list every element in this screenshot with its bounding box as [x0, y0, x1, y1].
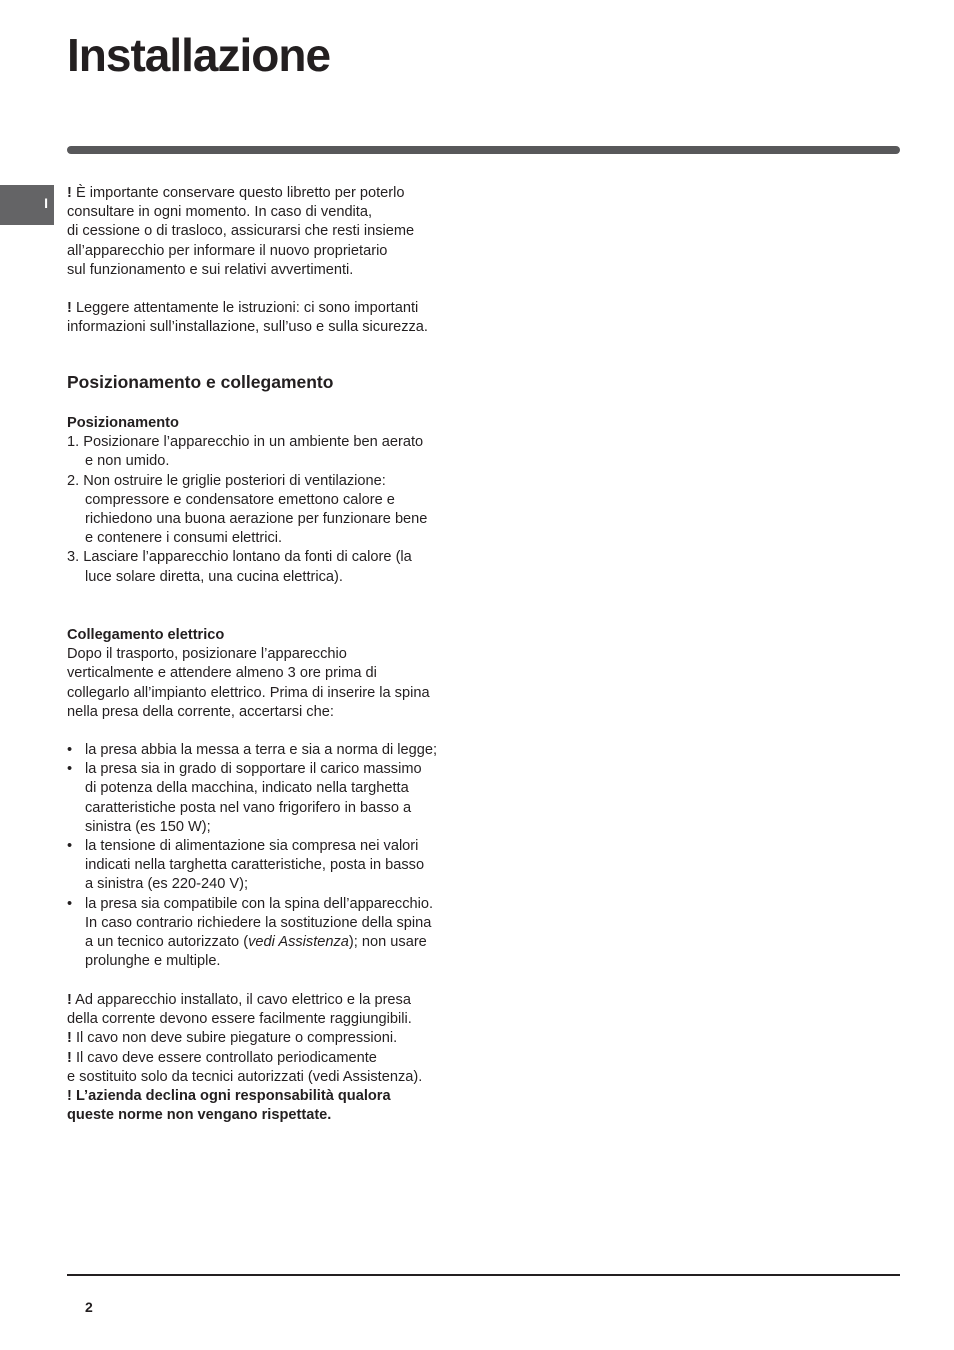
service-reference-link[interactable]: vedi Assistenza	[312, 1068, 414, 1085]
bullet-line: a sinistra (es 220-240 V);	[85, 876, 249, 893]
bullet-line: di potenza della macchina, indicato nella targhetta	[85, 780, 409, 797]
warning-text: Ad apparecchio installato, il cavo elettrico e la presa	[75, 992, 411, 1008]
notice-mark: !	[67, 185, 72, 201]
intro-notice-1	[67, 184, 467, 280]
bullet-mark: •	[67, 895, 73, 912]
warnings-block	[67, 991, 467, 1125]
notice-text: È importante conservare questo libretto per poterlo	[75, 185, 405, 201]
section-heading: Posizionamento e collegamento	[67, 372, 334, 392]
warning-mark: !	[67, 1088, 72, 1105]
section-heading-block	[67, 373, 467, 392]
warning-text: della corrente devono essere facilmente raggiungibili.	[67, 1011, 412, 1028]
list-item-line: 3. Lasciare l’apparecchio lontano da fonti di calore (la	[67, 549, 412, 566]
list-item-line: luce solare diretta, una cucina elettrica).	[85, 568, 343, 585]
language-tab	[0, 185, 54, 225]
notice-text: consultare in ogni momento. In caso di vendita,	[67, 204, 373, 221]
bullet-item	[67, 741, 467, 760]
disclaimer-text: L’azienda declina ogni responsabilità qualora	[75, 1088, 391, 1105]
warning-text: Il cavo deve essere controllato periodicamente	[75, 1049, 377, 1066]
notice-mark: !	[67, 300, 72, 316]
bullet-mark: •	[67, 761, 73, 778]
warning-mark: !	[67, 1049, 72, 1066]
page-number: 2	[85, 1299, 93, 1315]
bullet-line: indicati nella targhetta caratteristiche, posta in basso	[85, 857, 425, 874]
paragraph-line: verticalmente e attendere almeno 3 ore prima di	[67, 665, 377, 682]
header-rule	[67, 146, 900, 154]
disclaimer-text: queste norme non vengano rispettate.	[67, 1107, 332, 1124]
intro-notice-2	[67, 299, 467, 337]
electrical-heading: Collegamento elettrico	[67, 627, 225, 643]
warning-text: e sostituito solo da tecnici autorizzati (	[67, 1068, 313, 1085]
bullet-item	[67, 760, 467, 837]
list-item-line: e non umido.	[85, 453, 170, 470]
bullet-mark: •	[67, 838, 73, 855]
notice-text: Leggere attentamente le istruzioni: ci sono importanti	[75, 300, 419, 316]
positioning-heading: Posizionamento	[67, 415, 179, 431]
bullet-line: In caso contrario richiedere la sostituzione della spina	[85, 914, 432, 931]
list-item	[67, 472, 467, 549]
positioning-section	[67, 414, 467, 587]
paragraph-line: collegarlo all’impianto elettrico. Prima di inserire la spina	[67, 684, 430, 701]
electrical-bullets	[67, 741, 467, 971]
list-item	[67, 548, 467, 586]
language-tab-label: I	[44, 195, 48, 211]
warning-text: ).	[413, 1068, 423, 1085]
list-item-line: e contenere i consumi elettrici.	[85, 530, 283, 547]
warning-text: Il cavo non deve subire piegature o compressioni.	[75, 1030, 398, 1047]
list-item-line: compressore e condensatore emettono calore e	[85, 491, 395, 508]
bullet-line: la tensione di alimentazione sia compresa nei valori	[85, 838, 419, 855]
bullet-line: ); non usare	[348, 934, 427, 951]
list-item-line: 2. Non ostruire le griglie posteriori di ventilazione:	[67, 472, 386, 489]
bullet-item	[67, 837, 467, 895]
bullet-item	[67, 895, 467, 972]
footer-rule	[67, 1274, 900, 1276]
bullet-mark: •	[67, 742, 73, 758]
bullet-line: sinistra (es 150 W);	[85, 818, 211, 835]
notice-text: sul funzionamento e sui relativi avvertimenti.	[67, 261, 354, 278]
bullet-line: prolunghe e multiple.	[85, 953, 221, 970]
notice-text: informazioni sull’installazione, sull’uso e sulla sicurezza.	[67, 319, 428, 336]
warning-mark: !	[67, 992, 72, 1008]
electrical-section	[67, 626, 467, 722]
bullet-line: a un tecnico autorizzato (	[85, 934, 249, 951]
bullet-line: la presa sia in grado di sopportare il carico massimo	[85, 761, 422, 778]
bullet-line: la presa sia compatibile con la spina dell’apparecchio.	[85, 895, 434, 912]
warning-mark: !	[67, 1030, 72, 1047]
bullet-line: la presa abbia la messa a terra e sia a norma di legge;	[85, 742, 438, 758]
bullet-line: caratteristiche posta nel vano frigorifero in basso a	[85, 799, 412, 816]
paragraph-line: nella presa della corrente, accertarsi che:	[67, 703, 334, 720]
list-item-line: richiedono una buona aerazione per funzionare bene	[85, 511, 428, 528]
list-item	[67, 433, 467, 471]
page-title: Installazione	[67, 29, 331, 81]
notice-text: di cessione o di trasloco, assicurarsi che resti insieme	[67, 223, 415, 240]
notice-text: all’apparecchio per informare il nuovo proprietario	[67, 242, 388, 259]
paragraph-line: Dopo il trasporto, posizionare l’apparecchio	[67, 646, 347, 663]
service-reference-link[interactable]: vedi Assistenza	[248, 934, 349, 951]
list-item-line: 1. Posizionare l’apparecchio in un ambiente ben aerato	[67, 434, 424, 451]
